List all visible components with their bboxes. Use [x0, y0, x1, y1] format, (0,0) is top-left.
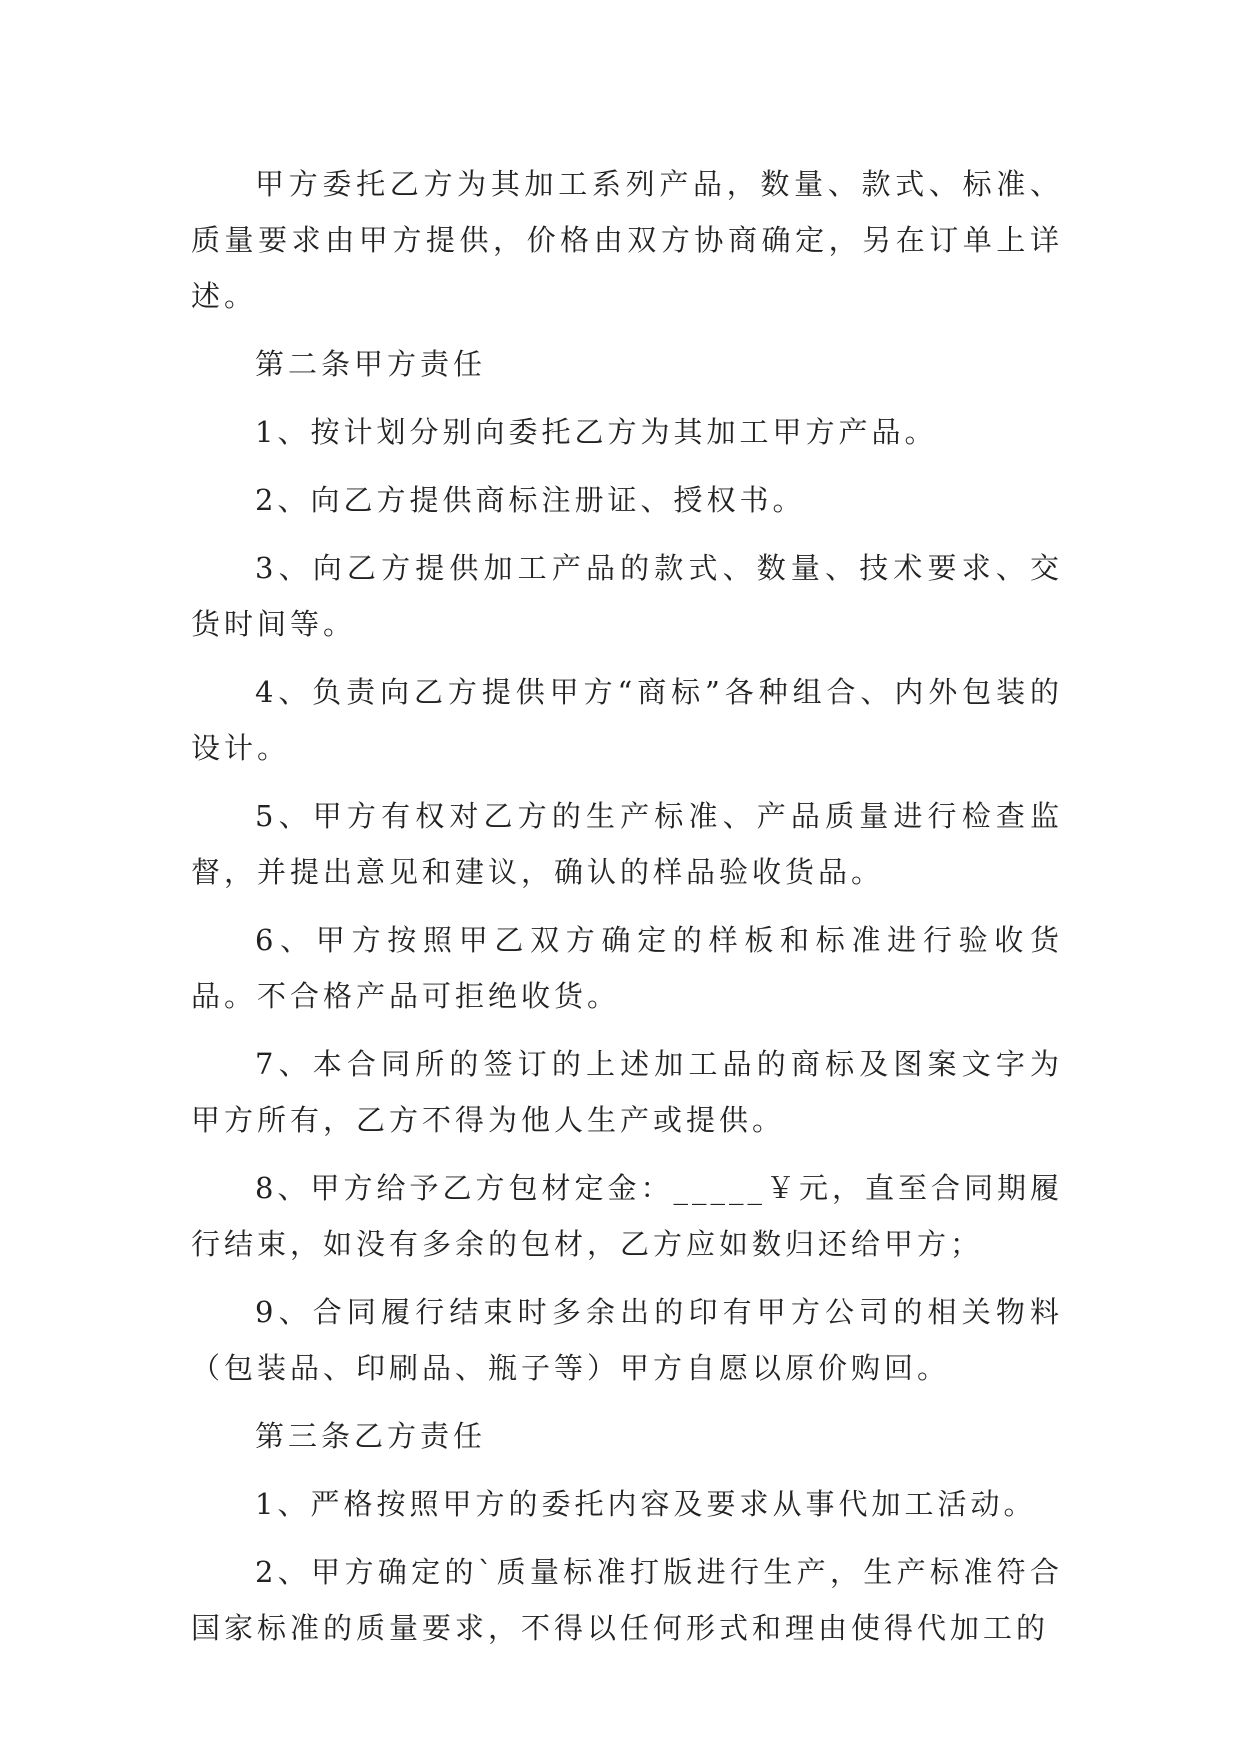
- party-a-clause-3: 3、向乙方提供加工产品的款式、数量、技术要求、交货时间等。: [191, 551, 1063, 641]
- party-a-clause-6: 6、甲方按照甲乙双方确定的样板和标准进行验收货品。不合格产品可拒绝收货。: [191, 923, 1063, 1013]
- party-a-clause-8: 8、甲方给予乙方包材定金：_____￥元，直至合同期履行结束，如没有多余的包材，乙方应如数归还给甲方；: [191, 1171, 1063, 1261]
- party-a-clause-4: 4、负责向乙方提供甲方“商标”各种组合、内外包装的设计。: [191, 675, 1063, 765]
- party-a-clause-9: 9、合同履行结束时多余出的印有甲方公司的相关物料（包装品、印刷品、瓶子等）甲方自愿以原价购回。: [191, 1295, 1063, 1385]
- party-a-clause-7: 7、本合同所的签订的上述加工品的商标及图案文字为甲方所有，乙方不得为他人生产或提供。: [191, 1047, 1063, 1137]
- paragraph-intro: 甲方委托乙方为其加工系列产品，数量、款式、标准、质量要求由甲方提供，价格由双方协商确定，另在订单上详述。: [191, 167, 1063, 313]
- party-a-clause-2: 2、向乙方提供商标注册证、授权书。: [255, 483, 806, 517]
- document-page: [191, 156, 1063, 1668]
- section-heading-party-a: 第二条甲方责任: [255, 347, 487, 381]
- party-a-clause-1: 1、按计划分别向委托乙方为其加工甲方产品。: [255, 415, 938, 449]
- party-b-clause-1: 1、严格按照甲方的委托内容及要求从事代加工活动。: [255, 1487, 1037, 1521]
- party-a-clause-5: 5、甲方有权对乙方的生产标准、产品质量进行检查监督，并提出意见和建议，确认的样品验收货品。: [191, 799, 1063, 889]
- party-b-clause-2: 2、甲方确定的`质量标准打版进行生产，生产标准符合国家标准的质量要求，不得以任何形式和理由使得代加工的: [191, 1555, 1063, 1645]
- section-heading-party-b: 第三条乙方责任: [255, 1419, 487, 1453]
